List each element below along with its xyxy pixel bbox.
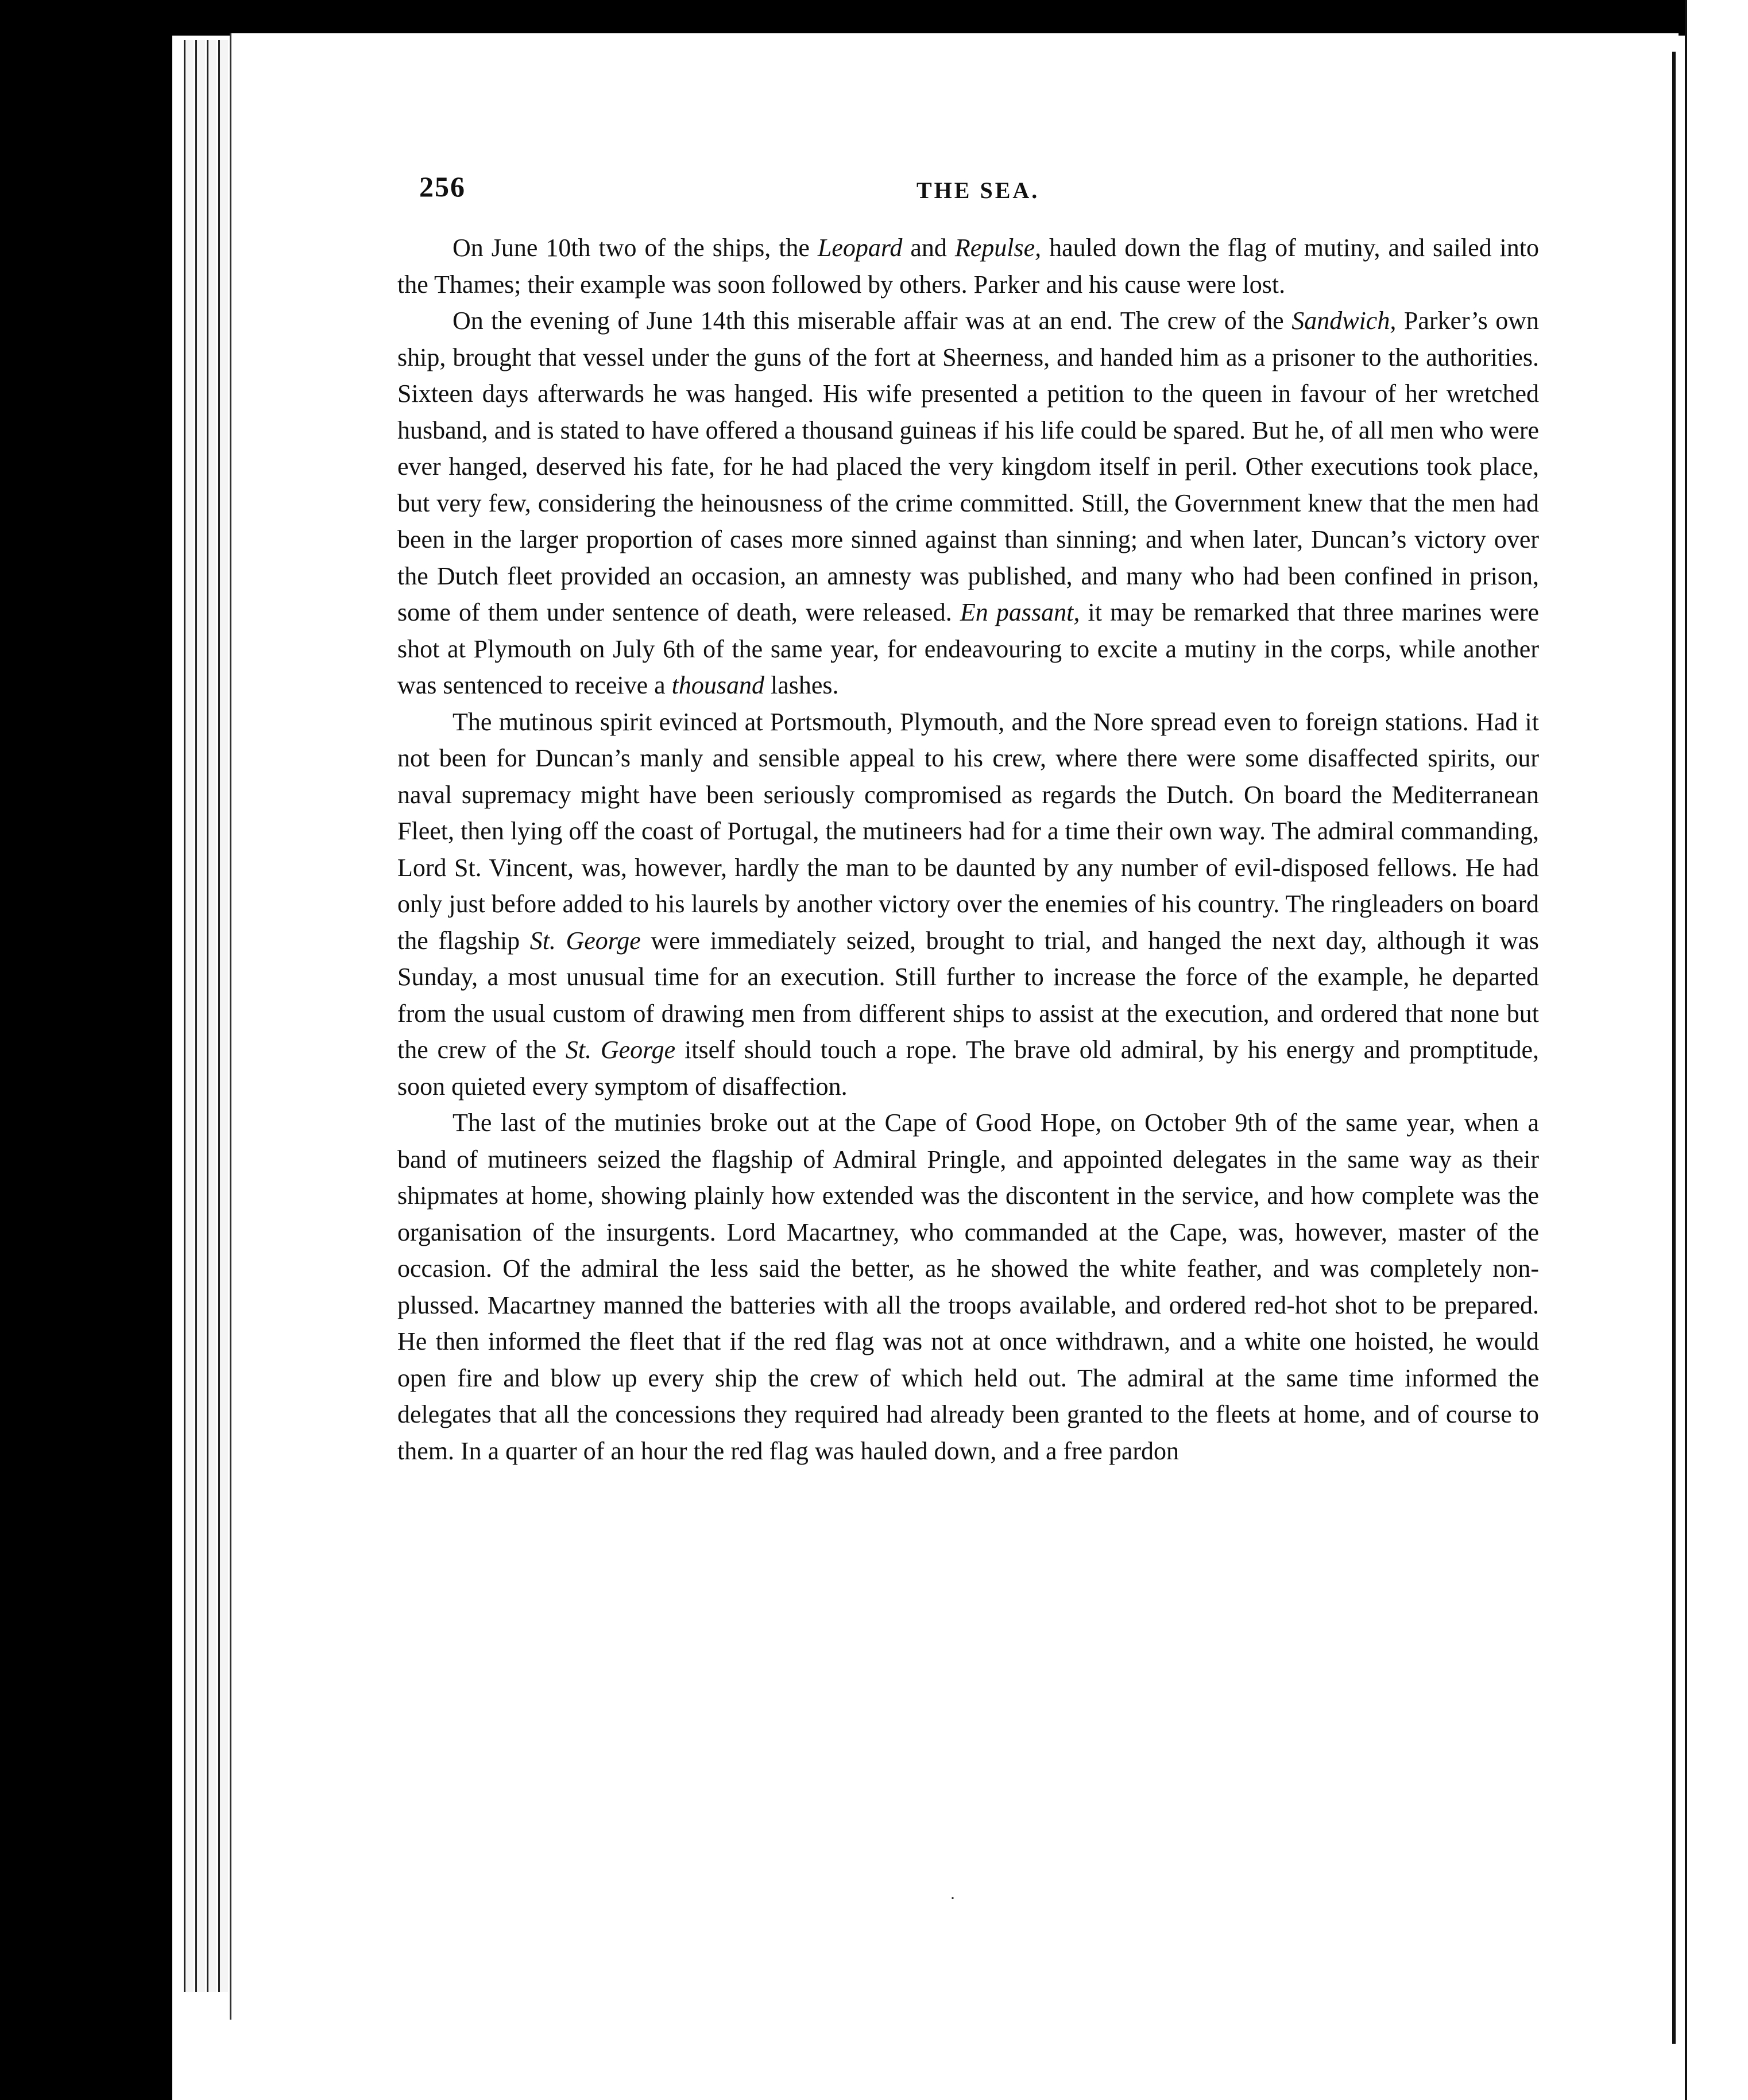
italic-text: En passant, — [960, 598, 1080, 626]
text-run: itself should touch a rope. The brave old admiral, by his energy and promptitude, soon quieted every symptom of disaffection. — [397, 1036, 1539, 1101]
italic-text: thousand — [671, 671, 764, 699]
paragraph — [397, 1105, 1539, 1469]
italic-text: Repulse, — [954, 234, 1042, 262]
running-title: THE SEA. — [916, 177, 1040, 203]
scan-background-right — [1685, 0, 1748, 2100]
scan-background-top — [0, 0, 1700, 36]
text-run: On June 10th two of the ships, the — [453, 234, 818, 262]
text-run: The mutinous spirit evinced at Portsmouth, Plymouth, and the Nore spread even to foreign stations. Had it not been for Duncan’s manly and sensible appeal to his crew, where there were some disaffected spirits, our naval supremacy might have been seriously compromised as regards the Dutch. On board the Mediterranean Fleet, then lying off the coast of Portugal, the mutineers had for a time their own way. The admiral commanding, Lord St. Vincent, was, however, hardly the man to be daunted by any number of evil-disposed fellows. He had only just before added to his laurels by another victory over the enemies of his country. The ringleaders on board the flagship — [397, 707, 1539, 955]
text-run: lashes. — [764, 671, 839, 699]
paragraph — [397, 704, 1539, 1105]
paragraph — [397, 230, 1539, 303]
page-edge — [184, 40, 194, 1992]
text-run: were immediately seized, brought to trial, and hanged the next day, although it was Sunday, a most unusual time for an execution. Still further to increase the force of the example, he departed from the usual custom of drawing men from different ships to assist at the execution, and ordered that none but the crew of the — [397, 926, 1539, 1064]
text-run: hauled down the flag of mutiny, and sailed into the Thames; their example was soon followed by others. Parker and his cause were lost. — [397, 234, 1540, 299]
page-right-edge — [1672, 52, 1676, 2044]
paragraph — [397, 303, 1539, 704]
italic-text: Leopard — [817, 234, 903, 262]
scan-background-left — [0, 0, 172, 2100]
page-edge — [195, 40, 205, 1992]
page-edge — [207, 40, 216, 1992]
page-edge — [218, 40, 228, 1992]
text-run: Parker’s own ship, brought that vessel under the guns of the fort at Sheerness, and handed him as a prisoner to the authorities. Sixteen days afterwards he was hanged. His wife presented a petition to the queen in favour of her wretched husband, and is stated to have offered a thousand guineas if his life could be spared. But he, of all men who were ever hanged, deserved his fate, for he had placed the very kingdom itself in peril. Other executions took place, but very few, considering the heinousness of the crime committed. Still, the Government knew that the men had been in the larger proportion of cases more sinned against than sinning; and when later, Duncan’s victory over the Dutch fleet provided an occasion, an amnesty was published, and many who had been confined in prison, some of them under sentence of death, were released. — [397, 307, 1540, 626]
text-run: The last of the mutinies broke out at the Cape of Good Hope, on October 9th of the same year, when a band of mutineers seized the flagship of Admiral Pringle, and appointed delegates in the same way as their shipmates at home, showing plainly how extended was the discontent in the service, and how complete was the organisation of the insurgents. Lord Macartney, who commanded at the Cape, was, however, master of the occasion. Of the admiral the less said the better, as he showed the white feather, and was completely non-plussed. Macartney manned the batteries with all the troops available, and ordered red-hot shot to be prepared. He then informed the fleet that if the red flag was not at once withdrawn, and a white one hoisted, he would open fire and blow up every ship the crew of which held out. The admiral at the same time informed the delegates that all the concessions they required had already been granted to the fleets at home, and of course to them. In a quarter of an hour the red flag was hauled down, and a free pardon — [397, 1109, 1539, 1465]
text-run: and — [902, 234, 955, 262]
text-run: On the evening of June 14th this miserable affair was at an end. The crew of the — [453, 307, 1292, 335]
body-text — [397, 230, 1539, 1469]
italic-text: Sandwich, — [1291, 307, 1397, 335]
page-number: 256 — [419, 171, 466, 203]
stray-mark: · — [950, 1889, 956, 1908]
italic-text: St. George — [529, 926, 641, 955]
text-run: it may be remarked that three marines were shot at Plymouth on July 6th of the same year, for endeavouring to excite a mutiny in the corps, while another was sentenced to receive a — [397, 598, 1539, 699]
italic-text: St. George — [565, 1036, 676, 1064]
